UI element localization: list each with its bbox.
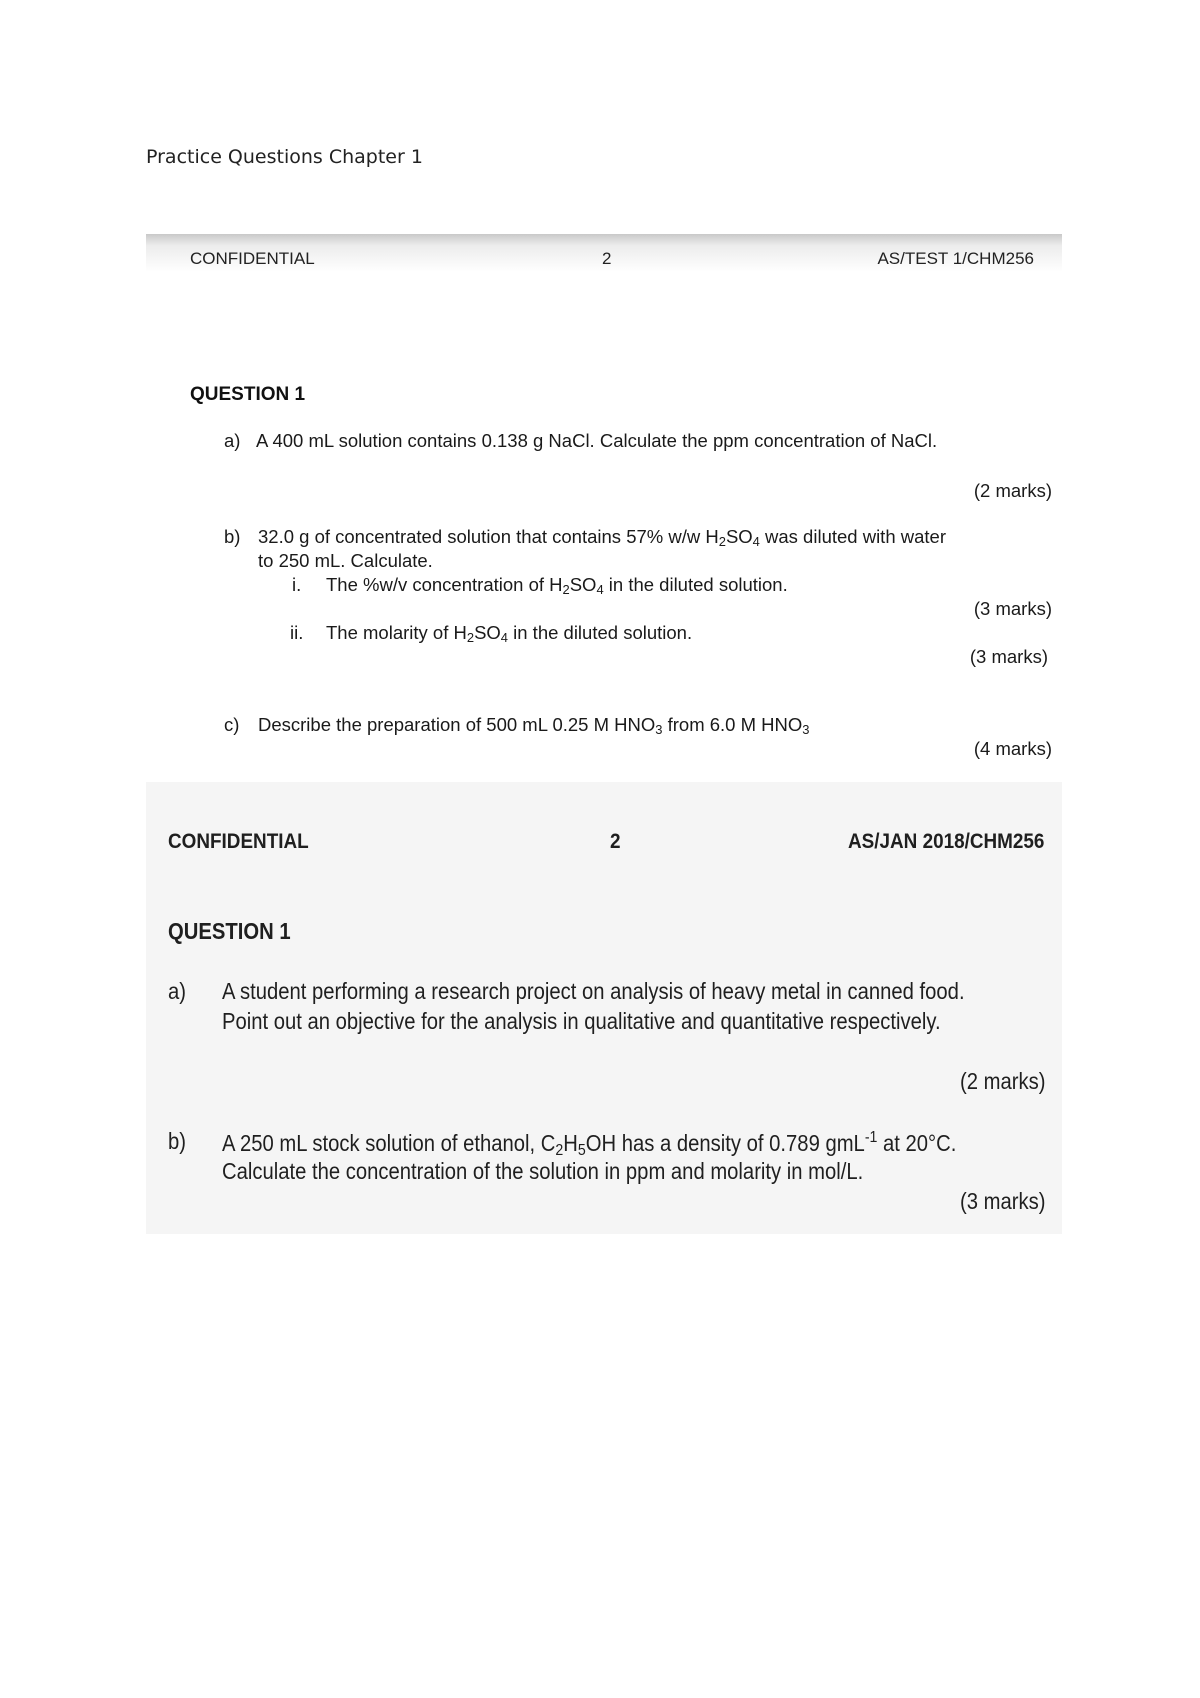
header-confidential: CONFIDENTIAL [168,830,309,853]
part-a-marks: (2 marks) [973,480,1052,501]
part-b-i-text: The %w/v concentration of $H_2SO_4$ in the diluted solution. [326,574,788,598]
clip-header [146,234,1062,272]
header-confidential: CONFIDENTIAL [190,249,315,268]
part-b-line2: Calculate the concentration of the solution in ppm and molarity in mol/L. [222,1158,864,1184]
part-b-ii-label: ii. [290,622,304,643]
question-title: QUESTION 1 [190,384,306,405]
test-question-clip [146,234,1062,774]
header-reference: AS/TEST 1/CHM256 [877,249,1034,268]
header-page-number: 2 [610,830,621,853]
part-c-text: Describe the preparation of 500 mL 0.25 M $HNO_3$ from 6.0 M $HNO_3$ [258,714,810,738]
part-a-marks: (2 marks) [960,1068,1046,1094]
part-c-marks: (4 marks) [973,738,1052,759]
part-b-ii-marks: (3 marks) [969,646,1048,667]
exam-question-clip [146,782,1062,1234]
part-b-label: b) [168,1128,186,1154]
page-title: Practice Questions Chapter 1 [146,146,423,168]
part-b-i-label: i. [292,574,302,595]
part-a-line1: A student performing a research project on analysis of heavy metal in canned food. [222,978,965,1004]
part-a-text: A 400 mL solution contains 0.138 g NaCl. Calculate the ppm concentration of NaCl. [256,430,938,451]
part-b-line1: A 250 mL stock solution of ethanol, $C_2H_5OH$ has a density of 0.789 gmL$^{-1}$ at 20°C. [222,1128,957,1159]
part-b-label: b) [224,526,241,547]
part-a-label: a) [168,978,186,1004]
part-b-marks: (3 marks) [960,1188,1046,1214]
part-b-ii-text: The molarity of $H_2SO_4$ in the diluted solution. [326,622,693,646]
part-a-line2: Point out an objective for the analysis in qualitative and quantitative respectively. [222,1008,941,1034]
part-b-i-marks: (3 marks) [973,598,1052,619]
part-a-label: a) [224,430,241,451]
header-reference: AS/JAN 2018/CHM256 [848,830,1045,853]
part-b-line1: 32.0 g of concentrated solution that contains 57% w/w $H_2SO_4$ was diluted with water [258,526,946,550]
header-page-number: 2 [602,249,612,268]
part-b-line2: to 250 mL. Calculate. [258,550,433,571]
question-title: QUESTION 1 [168,918,291,944]
part-c-label: c) [224,714,240,735]
